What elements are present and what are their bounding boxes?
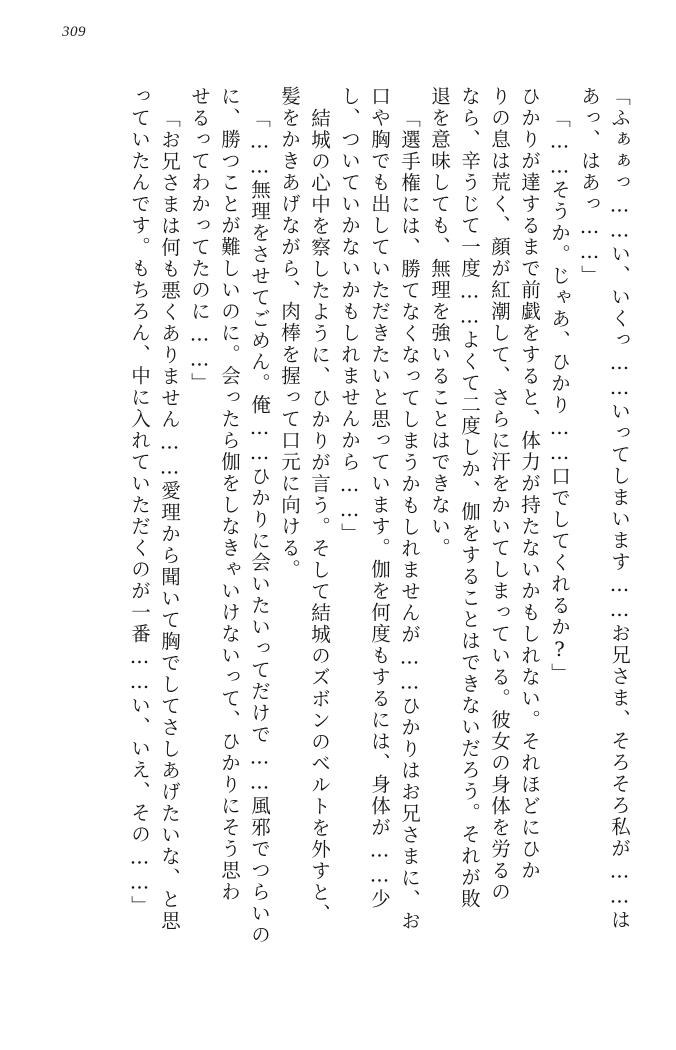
text-line: 結城の心中を察したように、ひかりが言う。そして結城のズボンのベルトを外すと、 xyxy=(308,108,331,925)
text-line: 「……そうか。じゃあ、ひかり……口でしてくれるか?」 xyxy=(548,108,571,685)
text-line: 「……無理をさせてごめん。俺……ひかりに会いたいってだけで……風邪でつらいの xyxy=(248,108,271,946)
text-line: 髪をかきあげながら、肉棒を握って口元に向ける。 xyxy=(278,86,301,581)
text-line: 「お兄さまは何も悪くありません……愛理から聞いて胸でしてさしあげたいな、と思 xyxy=(158,108,181,932)
vertical-text-block xyxy=(34,86,634,998)
text-line: なら、辛うじて一度……よくて二度しか、伽をすることはできないだろう。それが敗 xyxy=(458,86,481,910)
text-line: あっ、はあっ……」 xyxy=(578,86,601,287)
text-line: 「選手権には、勝てなくなってしまうかもしれませんが……ひかりはお兄さまに、お xyxy=(398,108,421,932)
page-number: 309 xyxy=(62,24,86,40)
text-line: ひかりが達するまで前戯をすると、体力が持たないかもしれない。それほどにひか xyxy=(518,86,541,882)
text-line: 退を意味しても、無理を強いることはできない。 xyxy=(428,86,451,559)
text-line: 口や胸でも出していただきたいと思っています。伽を何度もするには、身体が……少 xyxy=(368,86,391,910)
text-line: に、勝つことが難しいのに。会ったら伽をしなきゃいけないって、ひかりにそう思わ xyxy=(218,86,241,903)
text-line: りの息は荒く、顔が紅潮して、さらに汗をかいてしまっている。彼女の身体を労るの xyxy=(488,86,511,903)
text-line: し、ついていかないかもしれませんから……」 xyxy=(338,86,361,545)
text-line: せるってわかってたのに……」 xyxy=(188,86,211,394)
text-line: 「ふぁぁっ……い、いくっ……いってしまいます……お兄さま、そろそろ私が……は xyxy=(608,86,631,931)
text-line: っていたんです。もちろん、中に入れていただくのが一番……い、いえ、その……」 xyxy=(128,86,151,917)
